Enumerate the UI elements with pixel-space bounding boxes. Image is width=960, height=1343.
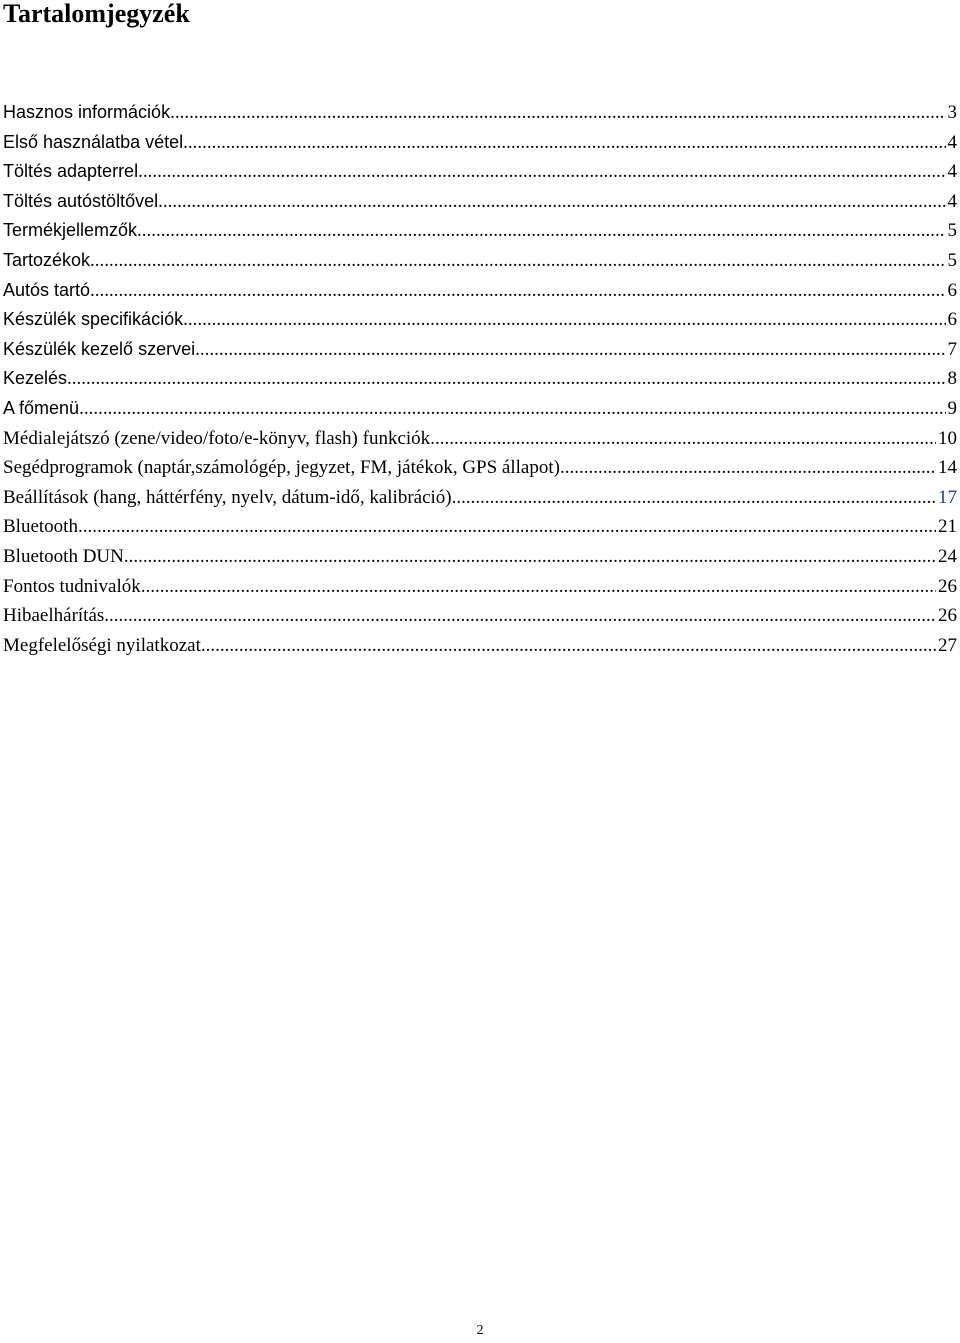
toc-entry-toltes-autostoltovel[interactable] [3,187,957,217]
toc-entry-page: 26 [938,605,957,627]
toc-entry-page: 3 [947,102,957,123]
toc-entry-elso-hasznalatba-vetel[interactable] [3,128,957,158]
toc-entry-page: 24 [938,545,957,567]
toc-entry-autos-tarto[interactable] [3,276,957,306]
toc-entry-label: Termékjellemzők [3,220,138,241]
toc-entry-keszulek-specifikaciok[interactable] [3,305,957,335]
toc-entry-label: Készülék kezelő szervei [3,338,196,359]
toc-entry-page: 4 [947,190,957,212]
toc-entry-page: 14 [938,457,957,479]
toc-entry-page: 10 [938,427,957,449]
toc-entry-toltes-adapterrel[interactable] [3,157,957,187]
toc-dot-leader [67,364,945,394]
toc-entry-page: 4 [947,131,957,153]
toc-entry-page: 27 [938,634,957,656]
toc-entry-fontos-tudnivalok[interactable] [3,572,957,602]
toc-entry-bluetooth-dun[interactable] [3,542,957,572]
toc-entry-page: 5 [947,249,957,271]
toc-entry-page: 9 [947,397,957,419]
toc-entry-keszulek-kezelo-szervei[interactable] [3,335,957,365]
toc-entry-hibaelharitas[interactable] [3,601,957,631]
toc-entry-kezeles[interactable] [3,364,957,394]
toc-entry-label: Tartozékok [3,249,91,270]
toc-entry-page: 26 [938,575,957,597]
toc-entry-a-fomenu[interactable] [3,394,957,424]
toc-entry-bluetooth[interactable] [3,512,957,542]
toc-entry-label: Első használatba vétel [3,131,184,152]
toc-dot-leader [452,483,936,513]
toc-entry-label: Töltés adapterrel [3,161,139,182]
toc-entry-label: Készülék specifikációk [3,309,184,330]
table-of-contents [3,98,957,660]
toc-dot-leader [170,98,945,128]
toc-entry-tartozekok[interactable] [3,246,957,276]
toc-entry-label: Bluetooth [3,516,78,538]
toc-entry-page: 7 [947,338,957,360]
toc-entry-megfelelosegi-nyilatkozat[interactable] [3,631,957,661]
toc-entry-page: 4 [947,161,957,183]
toc-entry-label: Fontos tudnivalók [3,575,141,597]
toc-dot-leader [90,276,945,306]
toc-entry-label: Kezelés [3,368,68,389]
toc-dot-leader [560,453,936,483]
toc-entry-page: 5 [947,220,957,242]
toc-dot-leader [141,572,936,602]
toc-entry-label: Bluetooth DUN [3,545,124,567]
toc-entry-page: 6 [947,279,957,301]
toc-entry-page: 21 [938,516,957,538]
toc-dot-leader [138,157,945,187]
toc-entry-label: Beállítások (hang, háttérfény, nyelv, dátum-idő, kalibráció) [3,486,452,508]
page-number: 2 [476,1323,484,1338]
toc-entry-termekjellemzok[interactable] [3,216,957,246]
toc-entry-medialejatszo[interactable] [3,424,957,454]
toc-entry-segedprogramok[interactable] [3,453,957,483]
toc-dot-leader [195,335,945,365]
toc-entry-label: Hasznos információk [3,102,171,122]
page-title: Tartalomjegyzék [3,0,190,28]
toc-dot-leader [79,394,945,424]
toc-dot-leader [124,542,936,572]
toc-dot-leader [183,128,945,158]
toc-entry-label: Töltés autóstöltővel [3,190,159,211]
toc-dot-leader [183,305,945,335]
toc-entry-label: Megfelelőségi nyilatkozat [3,634,201,656]
toc-dot-leader [90,246,945,276]
toc-entry-page-link[interactable]: 17 [938,486,957,508]
toc-dot-leader [430,424,936,454]
toc-entry-label: Médialejátszó (zene/video/foto/e-könyv, flash) funkciók [3,427,431,449]
toc-dot-leader [104,601,936,631]
toc-entry-hasznos-informaciok[interactable] [3,98,957,128]
toc-entry-page: 8 [947,368,957,390]
toc-dot-leader [201,631,936,661]
toc-entry-label: Segédprogramok (naptár,számológép, jegyzet, FM, játékok, GPS állapot) [3,457,560,479]
toc-entry-page: 6 [947,309,957,331]
toc-dot-leader [78,512,936,542]
toc-entry-beallitasok[interactable] [3,483,957,513]
toc-entry-label: Autós tartó [3,279,91,300]
toc-entry-label: Hibaelhárítás [3,605,105,627]
toc-dot-leader [137,216,945,246]
toc-entry-label: A főmenü [3,397,80,418]
toc-dot-leader [158,187,945,217]
